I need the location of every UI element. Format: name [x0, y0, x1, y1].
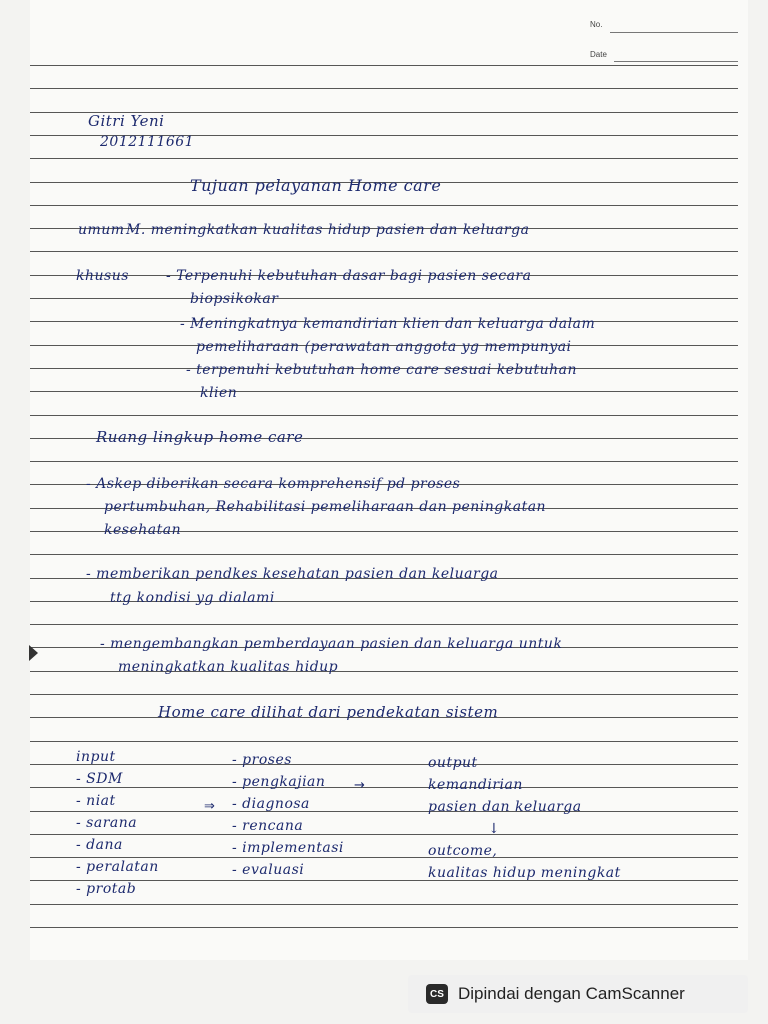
ruled-line	[30, 88, 738, 89]
proses-item: - implementasi	[232, 840, 344, 856]
ruang-item-2-line1: - memberikan pendkes kesehatan pasien dan keluarga	[86, 566, 499, 582]
input-item: - protab	[76, 881, 137, 897]
input-item: - niat	[76, 793, 116, 809]
ruang-item-1-line1: - Askep diberikan secara komprehensif pd proses	[86, 476, 461, 492]
ruang-heading: Ruang lingkup home care	[96, 428, 304, 446]
ruang-item-1-line3: kesehatan	[104, 522, 182, 538]
no-rule	[610, 32, 738, 33]
ruled-line	[30, 694, 738, 695]
khusus-item-2-line2: pemeliharaan (perawatan anggota yg mempunyai	[196, 339, 572, 355]
sistem-output-column	[428, 752, 621, 884]
proses-item: - proses	[232, 752, 292, 768]
ruang-item-2-line2: ttg kondisi yg dialami	[110, 590, 275, 606]
ruled-line	[30, 904, 738, 905]
ruled-line	[30, 927, 738, 928]
sistem-input-column	[76, 746, 159, 900]
umum-label: umum	[78, 222, 125, 238]
proses-item: - rencana	[232, 818, 304, 834]
no-label: No.	[590, 20, 603, 29]
output-item: kualitas hidup meningkat	[428, 865, 621, 881]
ruled-line	[30, 205, 738, 206]
sistem-heading: Home care dilihat dari pendekatan sistem	[158, 703, 499, 721]
ruled-line	[30, 554, 738, 555]
proses-item: - evaluasi	[232, 862, 305, 878]
khusus-label: khusus	[76, 268, 129, 284]
page-tab-marker	[29, 645, 38, 661]
ruled-line	[30, 298, 738, 299]
ruled-line	[30, 251, 738, 252]
date-label: Date	[590, 50, 607, 59]
ruled-line	[30, 391, 738, 392]
ruang-item-3-line1: - mengembangkan pemberdayaan pasien dan keluarga untuk	[100, 636, 563, 652]
ruled-line	[30, 741, 738, 742]
double-arrow-icon: ⇒	[204, 799, 215, 814]
khusus-item-3-line1: - terpenuhi kebutuhan home care sesuai kebutuhan	[186, 362, 578, 378]
input-item: - SDM	[76, 771, 123, 787]
khusus-item-2-line1: - Meningkatnya kemandirian klien dan keluarga dalam	[180, 316, 596, 332]
output-item: outcome,	[428, 843, 498, 859]
author-id: 2012111661	[100, 134, 195, 150]
input-item: - sarana	[76, 815, 138, 831]
watermark-text: Dipindai dengan CamScanner	[458, 984, 685, 1003]
ruled-line	[30, 461, 738, 462]
khusus-item-1-line1: - Terpenuhi kebutuhan dasar bagi pasien secara	[166, 268, 532, 284]
output-arrow-down-icon: ↓	[488, 821, 501, 837]
sistem-proses-column	[232, 749, 344, 881]
page-title: Tujuan pelayanan Home care	[190, 176, 442, 195]
ruled-line	[30, 624, 738, 625]
input-item: - peralatan	[76, 859, 159, 875]
ruang-item-3-line2: meningkatkan kualitas hidup	[118, 659, 339, 675]
proses-item: - diagnosa	[232, 796, 310, 812]
camscanner-watermark	[408, 975, 748, 1013]
output-item: output	[428, 755, 478, 771]
proses-item: - pengkajian	[232, 774, 326, 790]
input-item: - dana	[76, 837, 123, 853]
date-rule	[614, 61, 738, 62]
khusus-item-1-line2: biopsikokar	[190, 291, 279, 307]
ruled-line	[30, 415, 738, 416]
arrow-right-icon: →	[354, 778, 365, 793]
output-item: pasien dan keluarga	[428, 799, 582, 815]
output-item: kemandirian	[428, 777, 523, 793]
ruang-item-1-line2: pertumbuhan, Rehabilitasi pemeliharaan dan peningkatan	[104, 499, 547, 515]
umum-text: M. meningkatkan kualitas hidup pasien dan keluarga	[126, 222, 530, 238]
input-item: input	[76, 749, 116, 765]
khusus-item-3-line2: klien	[200, 385, 238, 401]
ruled-line	[30, 158, 738, 159]
author-name: Gitri Yeni	[88, 112, 165, 130]
camscanner-logo-icon: CS	[426, 984, 448, 1004]
ruled-line	[30, 65, 738, 66]
